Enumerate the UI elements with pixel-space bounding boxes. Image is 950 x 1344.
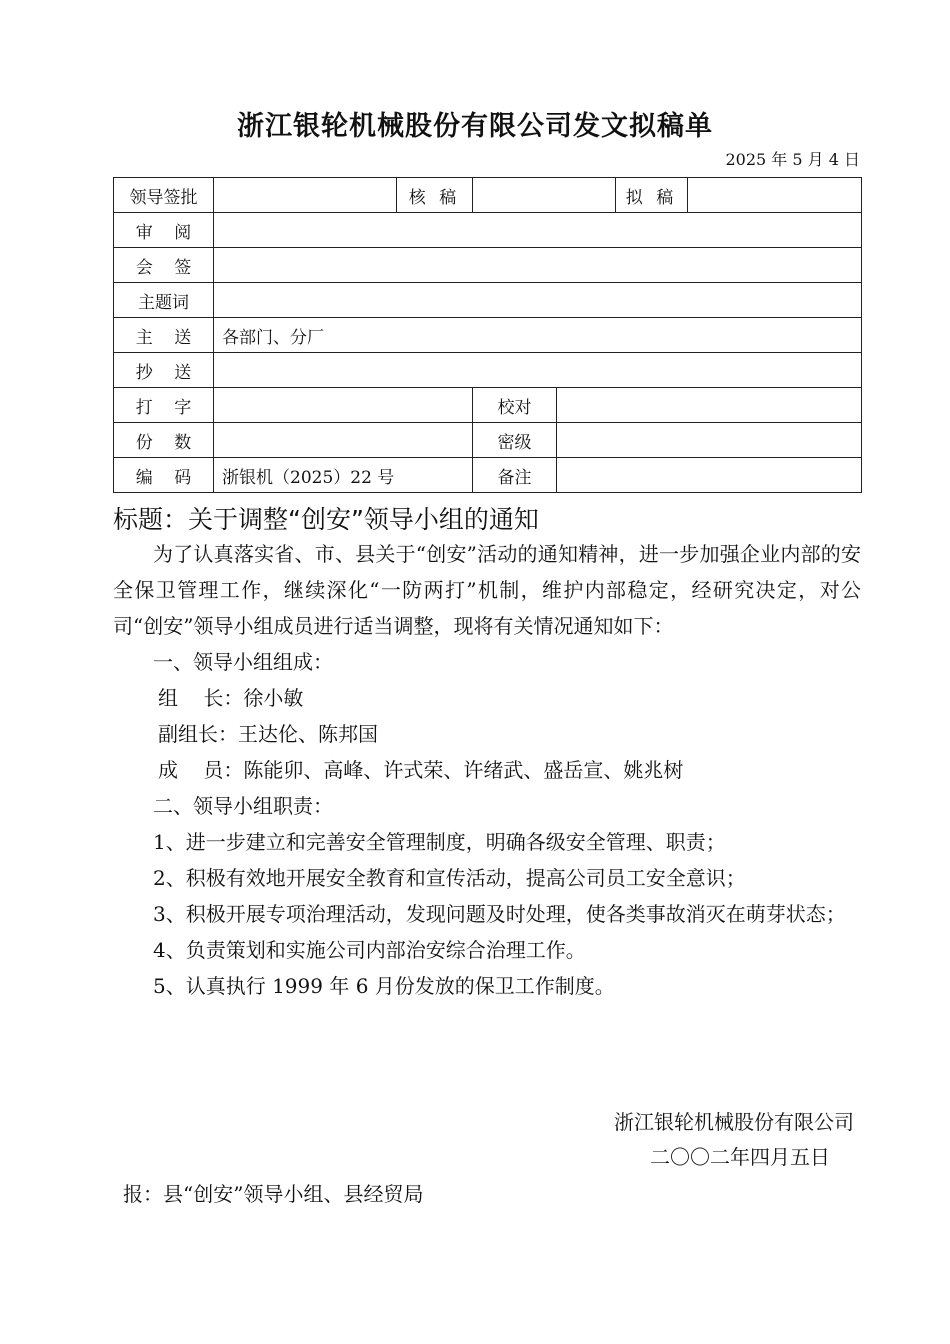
intro-paragraph: 为了认真落实省、市、县关于“创安”活动的通知精神，进一步加强企业内部的安全保卫管理工作，继续深化“一防两打”机制，维护内部稳定，经研究决定，对公司“创安”领导小组成员进行适当调整，现将有关情况通知如下：: [113, 542, 861, 638]
row-countersign: [114, 248, 862, 283]
section-2-heading: 二、领导小组职责：: [153, 794, 333, 818]
report-to: 报：县“创安”领导小组、县经贸局: [123, 1182, 424, 1206]
review-check-label: 核 稿: [397, 178, 473, 213]
row-code: [114, 458, 862, 493]
row-copies: [114, 423, 862, 458]
keywords-field[interactable]: [214, 283, 862, 318]
code-label: 编 码: [114, 458, 214, 493]
leader-sign-field[interactable]: [214, 178, 397, 213]
secret-level-label: 密级: [473, 423, 557, 458]
countersign-field[interactable]: [214, 248, 862, 283]
members-line: 成 员：陈能卯、高峰、许式荣、许绪武、盛岳宣、姚兆树: [158, 758, 684, 782]
duty-2: 2、积极有效地开展安全教育和宣传活动，提高公司员工安全意识；: [153, 866, 746, 890]
proofread-field[interactable]: [557, 388, 862, 423]
sign-date: 二〇〇二年四月五日: [650, 1145, 830, 1169]
read-label: 审 阅: [114, 213, 214, 248]
copy-to-label: 抄 送: [114, 353, 214, 388]
proofread-label: 校对: [473, 388, 557, 423]
document-title: 浙江银轮机械股份有限公司发文拟稿单: [237, 111, 713, 142]
keywords-label: 主题词: [114, 283, 214, 318]
code-field[interactable]: 浙银机（2025）22 号: [214, 458, 473, 493]
row-copy-to: [114, 353, 862, 388]
leader-sign-label: 领导签批: [114, 178, 214, 213]
send-to-label: 主 送: [114, 318, 214, 353]
read-field[interactable]: [214, 213, 862, 248]
remark-field[interactable]: [557, 458, 862, 493]
signer-company: 浙江银轮机械股份有限公司: [614, 1110, 854, 1134]
notice-heading: 标题：关于调整“创安”领导小组的通知: [113, 505, 539, 534]
countersign-label: 会 签: [114, 248, 214, 283]
section-1-heading: 一、领导小组组成：: [153, 650, 333, 674]
draft-form: [113, 177, 862, 493]
typing-label: 打 字: [114, 388, 214, 423]
deputy-line: 副组长：王达伦、陈邦国: [158, 722, 378, 746]
duty-1: 1、进一步建立和完善安全管理制度，明确各级安全管理、职责；: [153, 830, 726, 854]
duty-4: 4、负责策划和实施公司内部治安综合治理工作。: [153, 938, 586, 962]
send-to-field[interactable]: 各部门、分厂: [214, 318, 862, 353]
notice-body: [113, 536, 861, 1004]
draft-date: 2025 年 5 月 4 日: [725, 150, 860, 169]
secret-level-field[interactable]: [557, 423, 862, 458]
row-read: [114, 213, 862, 248]
copies-label: 份 数: [114, 423, 214, 458]
review-check-field[interactable]: [473, 178, 616, 213]
row-send-to: [114, 318, 862, 353]
duty-3: 3、积极开展专项治理活动，发现问题及时处理，使各类事故消灭在萌芽状态；: [153, 902, 846, 926]
leader-line: 组 长：徐小敏: [158, 686, 304, 710]
duty-5: 5、认真执行 1999 年 6 月份发放的保卫工作制度。: [153, 974, 615, 998]
row-signatures: [114, 178, 862, 213]
row-keywords: [114, 283, 862, 318]
row-typing: [114, 388, 862, 423]
copy-to-field[interactable]: [214, 353, 862, 388]
draft-label: 拟 稿: [616, 178, 688, 213]
typing-field[interactable]: [214, 388, 473, 423]
draft-field[interactable]: [688, 178, 862, 213]
copies-field[interactable]: [214, 423, 473, 458]
remark-label: 备注: [473, 458, 557, 493]
